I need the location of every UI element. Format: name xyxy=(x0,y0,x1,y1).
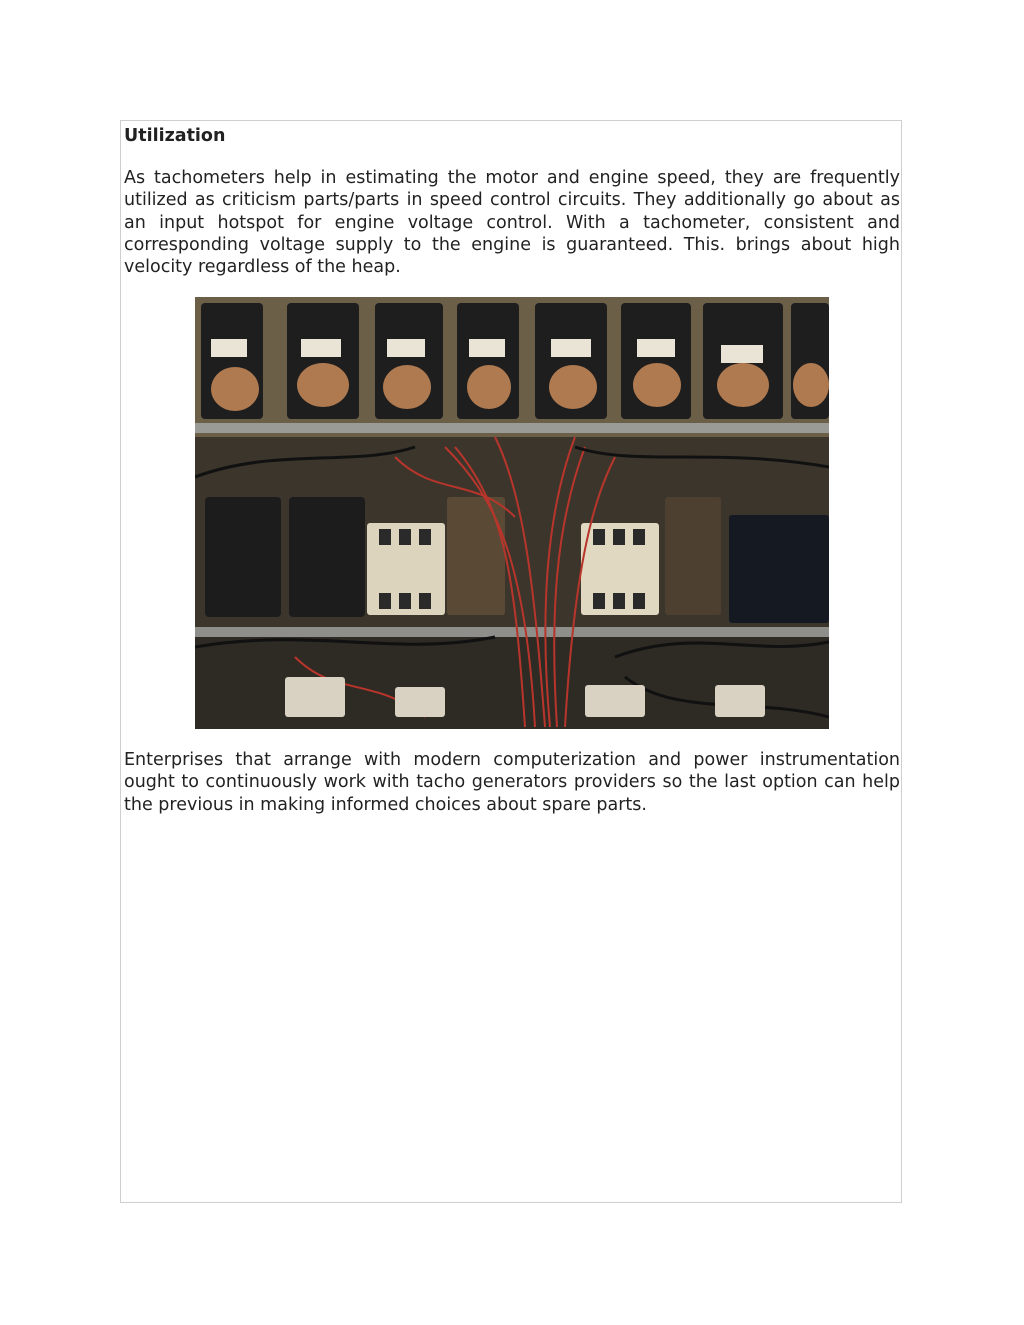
electrical-panel-photo xyxy=(195,297,829,729)
content-frame xyxy=(120,120,902,1203)
paragraph-enterprises: Enterprises that arrange with modern computerization and power instrumentation ought to continuously work with tacho generators providers so the last option can help the previous in making informed choices about spare parts. xyxy=(124,750,900,815)
section-heading: Utilization xyxy=(124,126,226,146)
paragraph-utilization: As tachometers help in estimating the motor and engine speed, they are frequently utilized as criticism parts/parts in speed control circuits. They additionally go about as an input hotspot for engine voltage control. With a tachometer, consistent and corresponding voltage supply to the engine is guaranteed. This. brings about high velocity regardless of the heap. xyxy=(124,168,900,278)
